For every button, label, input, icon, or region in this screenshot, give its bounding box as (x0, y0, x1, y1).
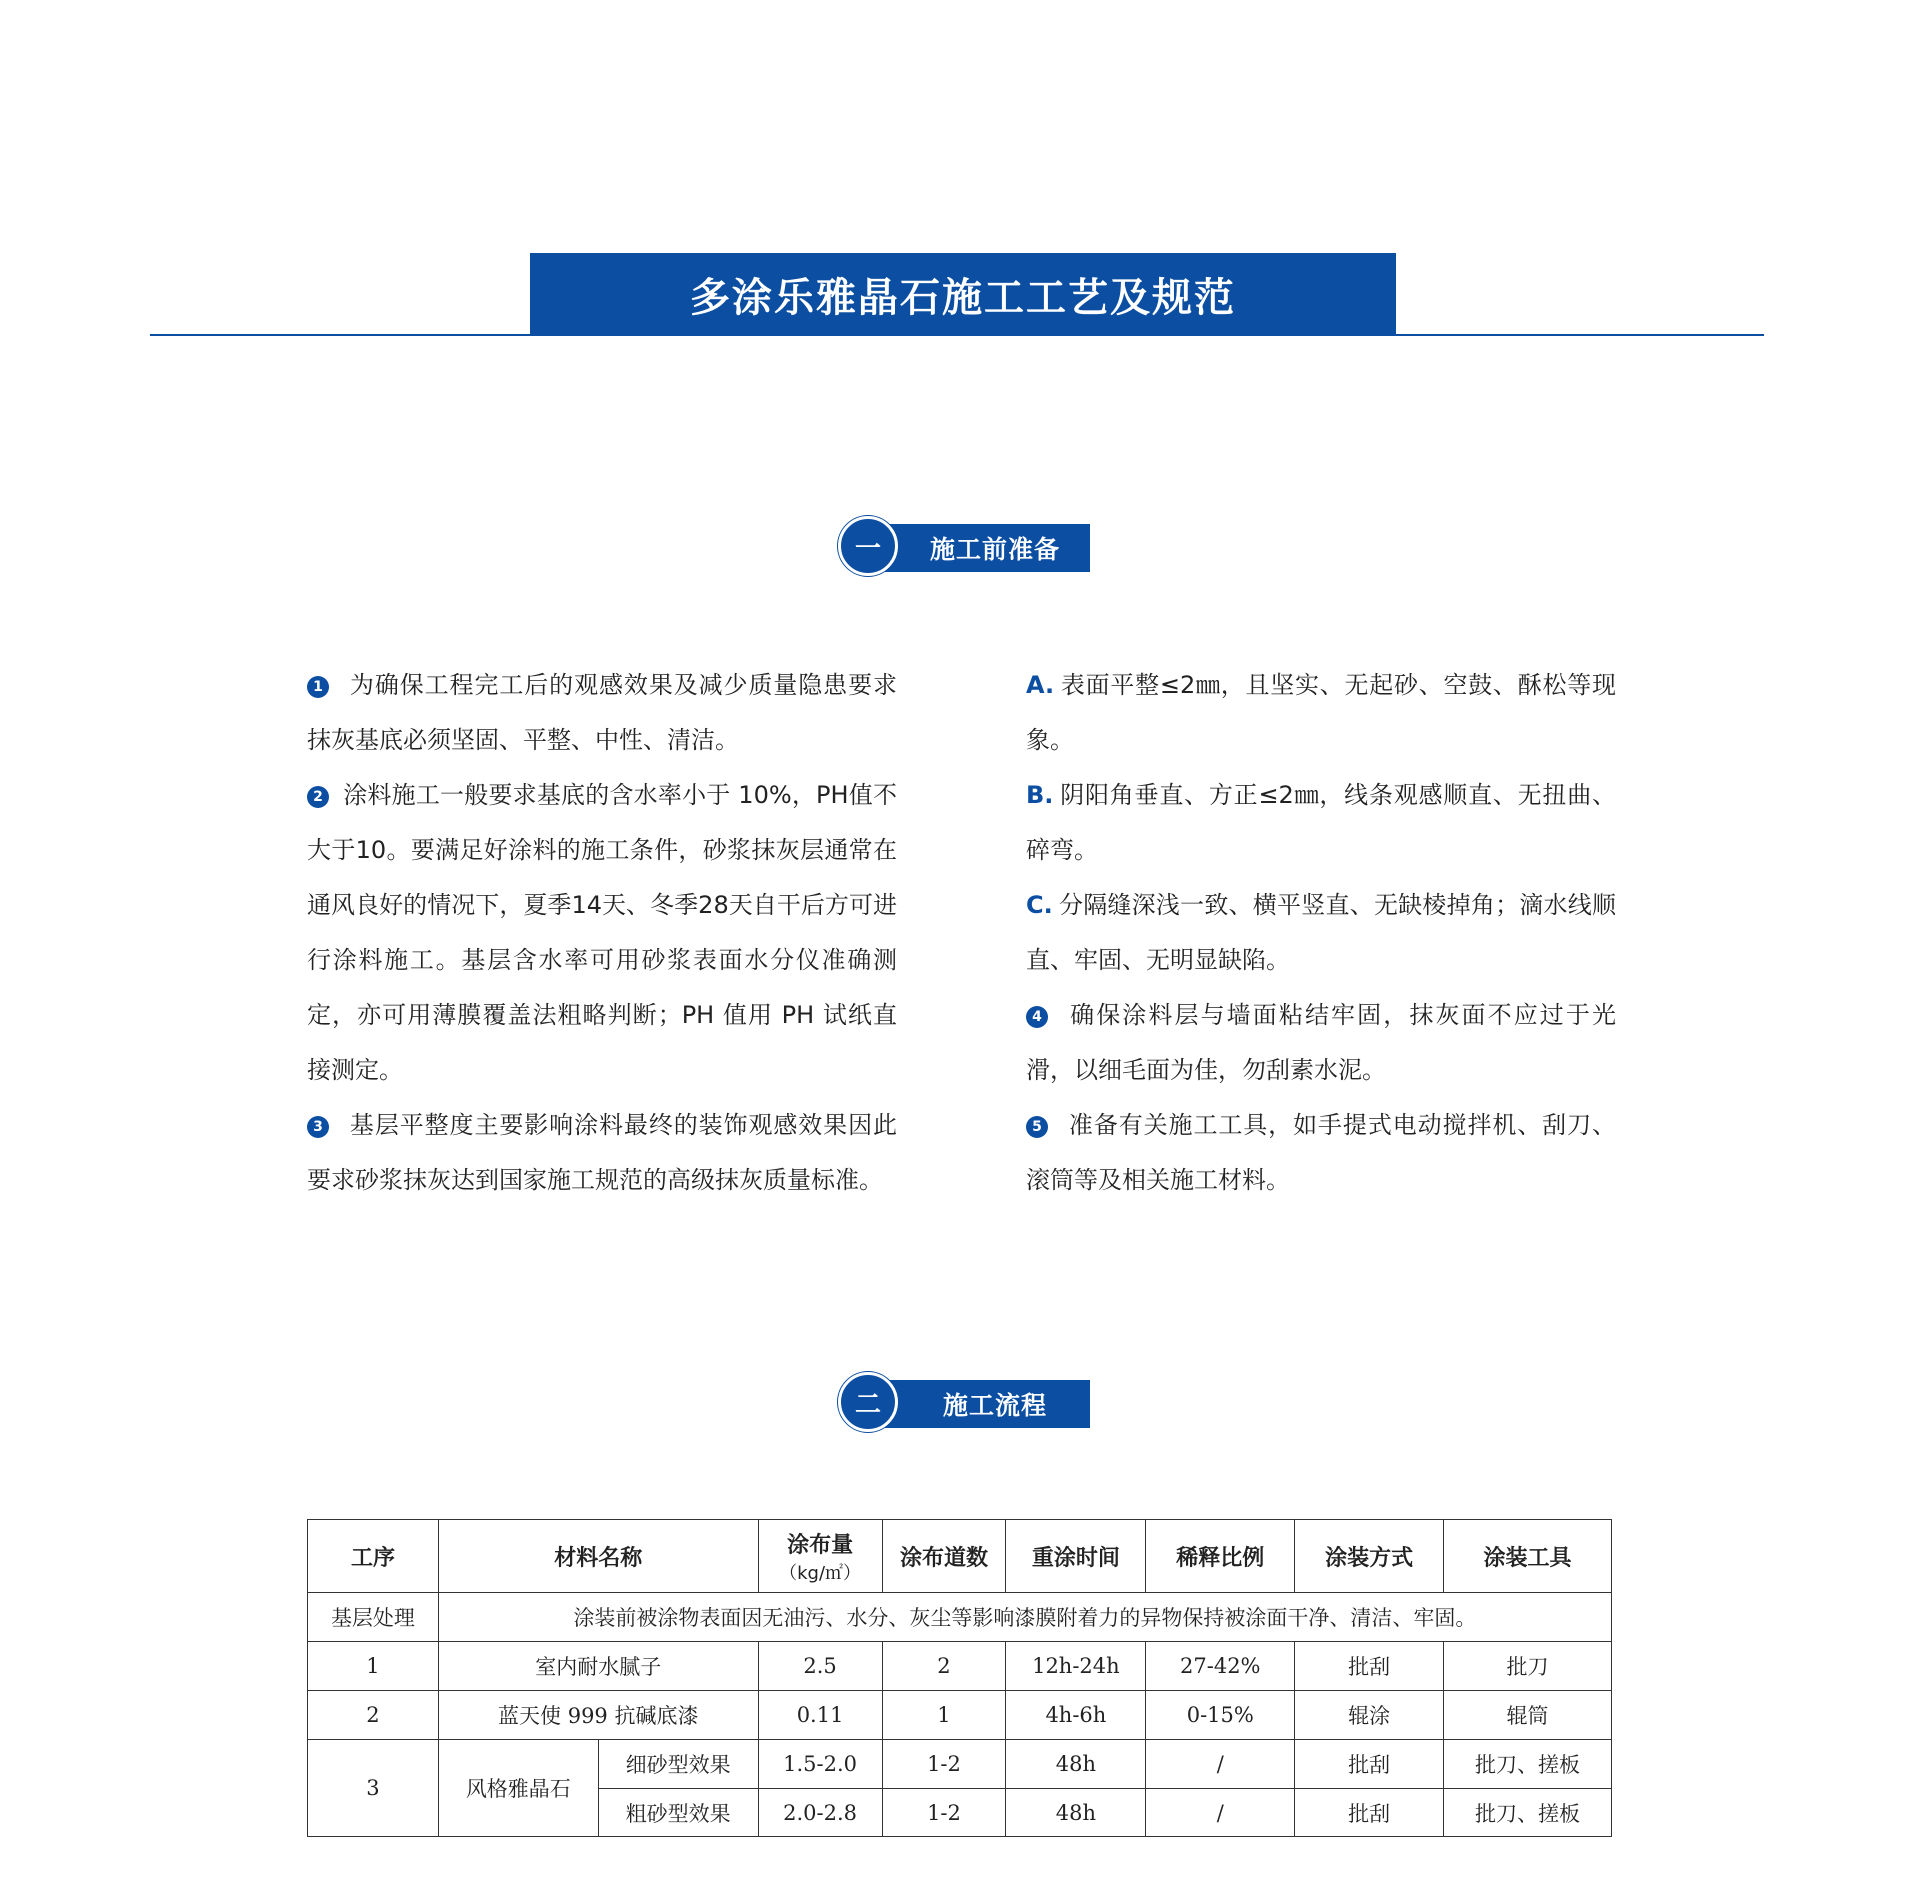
header-amount (758, 1520, 882, 1593)
cell-coats: 1 (882, 1691, 1006, 1740)
list-item (1026, 1098, 1616, 1208)
cell-coats: 2 (882, 1642, 1006, 1691)
cell-material: 风格雅晶石 (438, 1740, 598, 1837)
list-item (1026, 658, 1616, 768)
number-badge: 5 (1026, 1116, 1048, 1138)
number-badge: 2 (307, 786, 329, 808)
cell-method: 批刮 (1295, 1789, 1444, 1837)
header-amount-label: 涂布量 (787, 1532, 854, 1558)
header-recoat: 重涂时间 (1006, 1520, 1146, 1593)
number-badge: 4 (1026, 1006, 1048, 1028)
section-header-preparation (838, 516, 1090, 574)
section-label: 施工流程 (882, 1380, 1090, 1428)
list-item (1026, 878, 1616, 988)
header-method: 涂装方式 (1295, 1520, 1444, 1593)
cell-submaterial: 细砂型效果 (598, 1740, 758, 1789)
cell-recoat: 48h (1006, 1740, 1146, 1789)
cell-amount: 1.5-2.0 (758, 1740, 882, 1789)
cell-tool: 辊筒 (1444, 1691, 1612, 1740)
cell-step: 基层处理 (308, 1593, 439, 1642)
cell-submaterial: 粗砂型效果 (598, 1789, 758, 1837)
cell-coats: 1-2 (882, 1740, 1006, 1789)
cell-tool: 批刀 (1444, 1642, 1612, 1691)
cell-material: 蓝天使 999 抗碱底漆 (438, 1691, 758, 1740)
table-header-row (308, 1520, 1612, 1593)
letter-marker: B. (1026, 781, 1054, 809)
cell-method: 批刮 (1295, 1642, 1444, 1691)
process-table (307, 1519, 1612, 1837)
preparation-left-column (307, 658, 897, 1208)
item-text: 准备有关施工工具，如手提式电动搅拌机、刮刀、滚筒等及相关施工材料。 (1026, 1111, 1616, 1194)
item-text: 表面平整≤2㎜，且坚实、无起砂、空鼓、酥松等现象。 (1026, 671, 1616, 754)
section-number-badge: 二 (838, 1372, 898, 1432)
item-text: 确保涂料层与墙面粘结牢固，抹灰面不应过于光滑，以细毛面为佳，勿刮素水泥。 (1026, 1001, 1616, 1084)
table-row (308, 1593, 1612, 1642)
preparation-right-column (1026, 658, 1616, 1208)
page-title-text: 多涂乐雅晶石施工工艺及规范 (690, 274, 1236, 321)
header-step: 工序 (308, 1520, 439, 1593)
item-text: 为确保工程完工后的观感效果及减少质量隐患要求抹灰基底必须坚固、平整、中性、清洁。 (307, 671, 897, 754)
item-text: 阴阳角垂直、方正≤2㎜，线条观感顺直、无扭曲、碎弯。 (1026, 781, 1616, 864)
cell-tool: 批刀、搓板 (1444, 1789, 1612, 1837)
section-number-badge: 一 (838, 516, 898, 576)
item-text: 涂料施工一般要求基底的含水率小于 10%，PH值不大于10。要满足好涂料的施工条件，砂浆抹灰层通常在通风良好的情况下，夏季14天、冬季28天自干后方可进行涂料施工。基层含水率可用砂浆表面水分仪准确测定，亦可用薄膜覆盖法粗略判断；PH 值用 PH 试纸直接测定。 (307, 781, 897, 1084)
header-tool: 涂装工具 (1444, 1520, 1612, 1593)
cell-amount: 0.11 (758, 1691, 882, 1740)
list-item (1026, 988, 1616, 1098)
cell-step: 1 (308, 1642, 439, 1691)
cell-amount: 2.0-2.8 (758, 1789, 882, 1837)
list-item (307, 768, 897, 1098)
table-row (308, 1740, 1612, 1789)
number-badge: 1 (307, 676, 329, 698)
cell-step: 2 (308, 1691, 439, 1740)
cell-base-description: 涂装前被涂物表面因无油污、水分、灰尘等影响漆膜附着力的异物保持被涂面干净、清洁、牢固。 (438, 1593, 1611, 1642)
cell-tool: 批刀、搓板 (1444, 1740, 1612, 1789)
header-coats: 涂布道数 (882, 1520, 1006, 1593)
header-dilution: 稀释比例 (1146, 1520, 1295, 1593)
cell-dilution: 27-42% (1146, 1642, 1295, 1691)
cell-amount: 2.5 (758, 1642, 882, 1691)
cell-recoat: 12h-24h (1006, 1642, 1146, 1691)
letter-marker: A. (1026, 671, 1055, 699)
cell-coats: 1-2 (882, 1789, 1006, 1837)
number-badge: 3 (307, 1116, 329, 1138)
table-row (308, 1642, 1612, 1691)
cell-dilution: / (1146, 1789, 1295, 1837)
section-header-process (838, 1372, 1090, 1430)
cell-method: 批刮 (1295, 1740, 1444, 1789)
item-text: 基层平整度主要影响涂料最终的装饰观感效果因此要求砂浆抹灰达到国家施工规范的高级抹灰质量标准。 (307, 1111, 897, 1194)
item-text: 分隔缝深浅一致、横平竖直、无缺棱掉角；滴水线顺直、牢固、无明显缺陷。 (1026, 891, 1616, 974)
section-label: 施工前准备 (882, 524, 1090, 572)
table-row (308, 1691, 1612, 1740)
letter-marker: C. (1026, 891, 1053, 919)
cell-material: 室内耐水腻子 (438, 1642, 758, 1691)
page-title (530, 253, 1396, 335)
list-item (1026, 768, 1616, 878)
cell-dilution: 0-15% (1146, 1691, 1295, 1740)
list-item (307, 658, 897, 768)
header-amount-unit: （kg/㎡） (779, 1562, 862, 1584)
cell-recoat: 4h-6h (1006, 1691, 1146, 1740)
cell-dilution: / (1146, 1740, 1295, 1789)
list-item (307, 1098, 897, 1208)
cell-recoat: 48h (1006, 1789, 1146, 1837)
cell-step: 3 (308, 1740, 439, 1837)
header-material: 材料名称 (438, 1520, 758, 1593)
cell-method: 辊涂 (1295, 1691, 1444, 1740)
